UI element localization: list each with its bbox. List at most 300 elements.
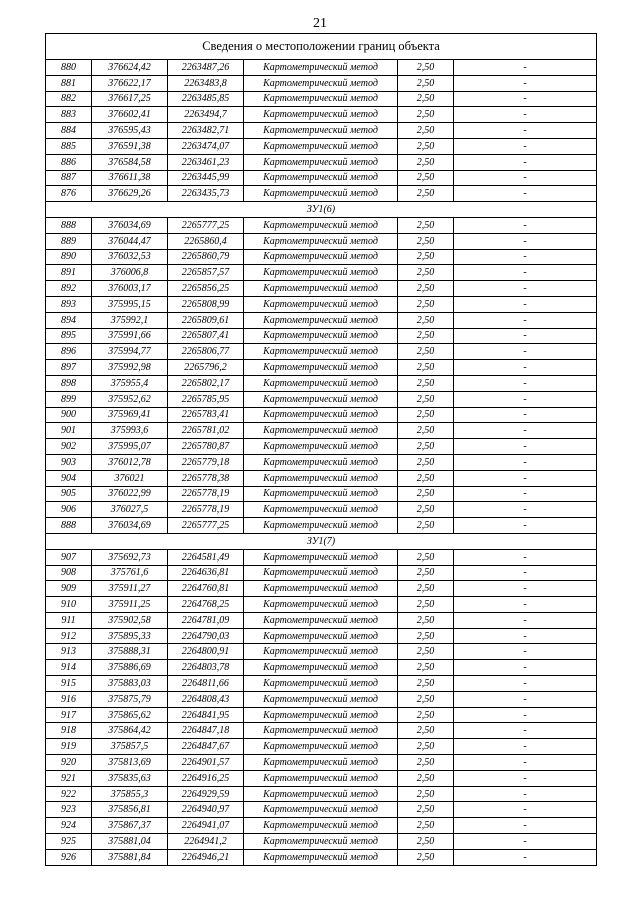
cell-point: 888 [46,217,92,233]
cell-x: 376032,53 [92,249,168,265]
cell-point: 912 [46,628,92,644]
cell-note: - [454,391,597,407]
cell-x: 375902,58 [92,612,168,628]
cell-y: 2264581,49 [168,549,244,565]
cell-point: 916 [46,691,92,707]
table-row [46,107,597,123]
table-row [46,786,597,802]
cell-y: 2263485,85 [168,91,244,107]
cell-note: - [454,265,597,281]
cell-note: - [454,186,597,202]
table-row [46,660,597,676]
cell-point: 911 [46,612,92,628]
table-title: Сведения о местоположении границ объекта [46,34,597,60]
table-row [46,739,597,755]
table-row [46,612,597,628]
cell-y: 2264916,25 [168,770,244,786]
cell-x: 376617,25 [92,91,168,107]
cell-point: 889 [46,233,92,249]
table-row [46,802,597,818]
cell-point: 886 [46,154,92,170]
cell-method: Картометрический метод [244,233,398,249]
cell-method: Картометрический метод [244,249,398,265]
table-row [46,296,597,312]
table-row [46,423,597,439]
cell-method: Картометрический метод [244,502,398,518]
cell-accuracy: 2,50 [398,233,454,249]
cell-point: 903 [46,454,92,470]
table-row [46,186,597,202]
cell-x: 376034,69 [92,217,168,233]
cell-accuracy: 2,50 [398,217,454,233]
cell-y: 2265778,38 [168,470,244,486]
cell-method: Картометрический метод [244,755,398,771]
cell-note: - [454,739,597,755]
cell-note: - [454,770,597,786]
cell-accuracy: 2,50 [398,818,454,834]
cell-method: Картометрический метод [244,565,398,581]
cell-method: Картометрический метод [244,739,398,755]
cell-point: 909 [46,581,92,597]
cell-x: 375857,5 [92,739,168,755]
group-label: ЗУ1(7) [46,533,597,549]
cell-y: 2265857,57 [168,265,244,281]
cell-point: 905 [46,486,92,502]
cell-y: 2264941,07 [168,818,244,834]
cell-point: 888 [46,518,92,534]
cell-method: Картометрический метод [244,328,398,344]
table-row [46,154,597,170]
table-row [46,581,597,597]
table-row [46,454,597,470]
cell-y: 2264946,21 [168,849,244,865]
cell-point: 921 [46,770,92,786]
cell-accuracy: 2,50 [398,281,454,297]
cell-y: 2265808,99 [168,296,244,312]
cell-y: 2265860,79 [168,249,244,265]
cell-y: 2264760,81 [168,581,244,597]
cell-accuracy: 2,50 [398,755,454,771]
cell-y: 2265778,19 [168,486,244,502]
cell-note: - [454,454,597,470]
table-row [46,312,597,328]
cell-accuracy: 2,50 [398,707,454,723]
table-row [46,170,597,186]
cell-y: 2265777,25 [168,518,244,534]
cell-accuracy: 2,50 [398,391,454,407]
cell-point: 896 [46,344,92,360]
table-row [46,407,597,423]
cell-method: Картометрический метод [244,518,398,534]
table-row [46,597,597,613]
cell-note: - [454,407,597,423]
cell-accuracy: 2,50 [398,344,454,360]
cell-note: - [454,107,597,123]
cell-y: 2264790,03 [168,628,244,644]
cell-note: - [454,644,597,660]
cell-method: Картометрический метод [244,628,398,644]
table-row [46,328,597,344]
cell-note: - [454,344,597,360]
cell-y: 2263445,99 [168,170,244,186]
cell-method: Картометрический метод [244,360,398,376]
cell-y: 2264781,09 [168,612,244,628]
table-row [46,391,597,407]
cell-accuracy: 2,50 [398,123,454,139]
cell-point: 881 [46,75,92,91]
cell-note: - [454,723,597,739]
cell-note: - [454,676,597,692]
page-number: 21 [313,16,327,31]
table-row [46,75,597,91]
cell-accuracy: 2,50 [398,375,454,391]
cell-x: 376622,17 [92,75,168,91]
cell-accuracy: 2,50 [398,723,454,739]
cell-y: 2264803,78 [168,660,244,676]
cell-point: 917 [46,707,92,723]
cell-method: Картометрический метод [244,75,398,91]
cell-y: 2264929,59 [168,786,244,802]
table-row [46,265,597,281]
cell-point: 890 [46,249,92,265]
cell-note: - [454,91,597,107]
cell-point: 926 [46,849,92,865]
cell-accuracy: 2,50 [398,170,454,186]
cell-note: - [454,581,597,597]
cell-point: 904 [46,470,92,486]
table-row [46,565,597,581]
cell-y: 2265781,02 [168,423,244,439]
cell-x: 375992,1 [92,312,168,328]
table-row [46,502,597,518]
cell-note: - [454,565,597,581]
cell-accuracy: 2,50 [398,328,454,344]
cell-note: - [454,691,597,707]
cell-y: 2264636,81 [168,565,244,581]
cell-accuracy: 2,50 [398,186,454,202]
cell-y: 2263494,7 [168,107,244,123]
table-row [46,439,597,455]
cell-note: - [454,802,597,818]
cell-note: - [454,423,597,439]
cell-accuracy: 2,50 [398,644,454,660]
cell-note: - [454,375,597,391]
table-row [46,518,597,534]
cell-x: 375856,81 [92,802,168,818]
cell-method: Картометрический метод [244,423,398,439]
cell-accuracy: 2,50 [398,296,454,312]
cell-point: 880 [46,60,92,76]
cell-method: Картометрический метод [244,344,398,360]
cell-accuracy: 2,50 [398,470,454,486]
cell-method: Картометрический метод [244,770,398,786]
cell-y: 2263482,71 [168,123,244,139]
cell-note: - [454,328,597,344]
table-row [46,549,597,565]
cell-accuracy: 2,50 [398,612,454,628]
cell-method: Картометрический метод [244,391,398,407]
group-header-row [46,533,597,549]
cell-accuracy: 2,50 [398,265,454,281]
cell-y: 2264901,57 [168,755,244,771]
cell-method: Картометрический метод [244,123,398,139]
cell-note: - [454,755,597,771]
cell-note: - [454,60,597,76]
cell-note: - [454,439,597,455]
cell-x: 375969,41 [92,407,168,423]
cell-method: Картометрический метод [244,154,398,170]
cell-point: 901 [46,423,92,439]
cell-x: 376591,38 [92,138,168,154]
cell-point: 922 [46,786,92,802]
cell-method: Картометрический метод [244,486,398,502]
cell-x: 375761,6 [92,565,168,581]
cell-y: 2265807,41 [168,328,244,344]
group-label: ЗУ1(6) [46,202,597,218]
cell-point: 920 [46,755,92,771]
cell-note: - [454,154,597,170]
table-row [46,91,597,107]
cell-x: 376629,26 [92,186,168,202]
table-row [46,676,597,692]
cell-x: 376044,47 [92,233,168,249]
cell-point: 906 [46,502,92,518]
cell-point: 910 [46,597,92,613]
cell-point: 884 [46,123,92,139]
cell-point: 887 [46,170,92,186]
table-row [46,723,597,739]
cell-x: 375911,25 [92,597,168,613]
cell-method: Картометрический метод [244,581,398,597]
cell-method: Картометрический метод [244,60,398,76]
cell-x: 376611,38 [92,170,168,186]
cell-note: - [454,486,597,502]
cell-method: Картометрический метод [244,470,398,486]
cell-note: - [454,123,597,139]
cell-x: 375991,66 [92,328,168,344]
cell-point: 892 [46,281,92,297]
cell-x: 376003,17 [92,281,168,297]
cell-method: Картометрический метод [244,612,398,628]
cell-method: Картометрический метод [244,549,398,565]
cell-point: 924 [46,818,92,834]
table-body [46,34,597,866]
cell-accuracy: 2,50 [398,660,454,676]
cell-x: 375888,31 [92,644,168,660]
cell-x: 375994,77 [92,344,168,360]
cell-accuracy: 2,50 [398,691,454,707]
cell-method: Картометрический метод [244,407,398,423]
cell-x: 375952,62 [92,391,168,407]
cell-x: 375955,4 [92,375,168,391]
cell-x: 375875,79 [92,691,168,707]
cell-method: Картометрический метод [244,91,398,107]
cell-x: 375835,63 [92,770,168,786]
table-row [46,470,597,486]
table-row [46,60,597,76]
cell-note: - [454,281,597,297]
cell-point: 923 [46,802,92,818]
cell-note: - [454,597,597,613]
cell-x: 376006,8 [92,265,168,281]
cell-y: 2265806,77 [168,344,244,360]
cell-accuracy: 2,50 [398,423,454,439]
cell-accuracy: 2,50 [398,138,454,154]
cell-point: 913 [46,644,92,660]
cell-y: 2264841,95 [168,707,244,723]
cell-y: 2265809,61 [168,312,244,328]
cell-method: Картометрический метод [244,375,398,391]
cell-accuracy: 2,50 [398,802,454,818]
cell-x: 375881,04 [92,834,168,850]
cell-accuracy: 2,50 [398,770,454,786]
cell-accuracy: 2,50 [398,502,454,518]
cell-point: 899 [46,391,92,407]
table-row [46,123,597,139]
table-row [46,628,597,644]
table-row [46,486,597,502]
cell-method: Картометрический метод [244,312,398,328]
cell-x: 376021 [92,470,168,486]
cell-x: 375881,84 [92,849,168,865]
table-row [46,233,597,249]
cell-method: Картометрический метод [244,186,398,202]
cell-x: 375911,27 [92,581,168,597]
cell-accuracy: 2,50 [398,581,454,597]
cell-x: 375865,62 [92,707,168,723]
cell-accuracy: 2,50 [398,739,454,755]
cell-x: 375867,37 [92,818,168,834]
cell-method: Картометрический метод [244,217,398,233]
cell-note: - [454,470,597,486]
cell-x: 375813,69 [92,755,168,771]
cell-accuracy: 2,50 [398,565,454,581]
cell-point: 898 [46,375,92,391]
cell-y: 2265856,25 [168,281,244,297]
table-row [46,834,597,850]
cell-accuracy: 2,50 [398,360,454,376]
cell-method: Картометрический метод [244,644,398,660]
table-row [46,375,597,391]
table-row [46,691,597,707]
cell-method: Картометрический метод [244,597,398,613]
cell-x: 375692,73 [92,549,168,565]
cell-y: 2265783,41 [168,407,244,423]
cell-method: Картометрический метод [244,802,398,818]
cell-note: - [454,312,597,328]
cell-accuracy: 2,50 [398,486,454,502]
cell-note: - [454,612,597,628]
cell-accuracy: 2,50 [398,454,454,470]
cell-point: 893 [46,296,92,312]
cell-note: - [454,849,597,865]
cell-y: 2263487,26 [168,60,244,76]
cell-y: 2263474,07 [168,138,244,154]
cell-accuracy: 2,50 [398,549,454,565]
cell-point: 902 [46,439,92,455]
cell-note: - [454,628,597,644]
cell-x: 375895,33 [92,628,168,644]
cell-x: 376584,58 [92,154,168,170]
cell-method: Картометрический метод [244,281,398,297]
table-row [46,644,597,660]
cell-point: 900 [46,407,92,423]
cell-method: Картометрический метод [244,454,398,470]
cell-x: 376624,42 [92,60,168,76]
cell-y: 2264811,66 [168,676,244,692]
cell-method: Картометрический метод [244,170,398,186]
cell-note: - [454,834,597,850]
cell-accuracy: 2,50 [398,597,454,613]
cell-x: 375883,03 [92,676,168,692]
table-row [46,818,597,834]
cell-x: 375855,3 [92,786,168,802]
cell-accuracy: 2,50 [398,249,454,265]
group-header-row [46,202,597,218]
boundary-table [45,33,597,866]
cell-method: Картометрический метод [244,818,398,834]
table-row [46,360,597,376]
table-row [46,849,597,865]
cell-x: 375995,15 [92,296,168,312]
cell-point: 876 [46,186,92,202]
cell-note: - [454,818,597,834]
cell-accuracy: 2,50 [398,676,454,692]
cell-x: 375886,69 [92,660,168,676]
cell-y: 2265802,17 [168,375,244,391]
cell-y: 2264941,2 [168,834,244,850]
cell-y: 2263435,73 [168,186,244,202]
cell-note: - [454,217,597,233]
cell-point: 897 [46,360,92,376]
cell-accuracy: 2,50 [398,407,454,423]
cell-method: Картометрический метод [244,660,398,676]
cell-method: Картометрический метод [244,849,398,865]
cell-method: Картометрический метод [244,786,398,802]
cell-y: 2265796,2 [168,360,244,376]
cell-method: Картометрический метод [244,723,398,739]
table-row [46,755,597,771]
cell-accuracy: 2,50 [398,312,454,328]
cell-note: - [454,502,597,518]
cell-method: Картометрический метод [244,107,398,123]
cell-x: 376595,43 [92,123,168,139]
cell-accuracy: 2,50 [398,439,454,455]
cell-y: 2264768,25 [168,597,244,613]
cell-point: 885 [46,138,92,154]
cell-note: - [454,233,597,249]
cell-note: - [454,707,597,723]
cell-accuracy: 2,50 [398,849,454,865]
cell-point: 883 [46,107,92,123]
table-row [46,770,597,786]
table-row [46,281,597,297]
cell-x: 375995,07 [92,439,168,455]
cell-point: 882 [46,91,92,107]
cell-point: 894 [46,312,92,328]
cell-x: 375992,98 [92,360,168,376]
cell-method: Картометрический метод [244,707,398,723]
cell-x: 376012,78 [92,454,168,470]
cell-y: 2263483,8 [168,75,244,91]
cell-point: 914 [46,660,92,676]
cell-y: 2264800,91 [168,644,244,660]
cell-point: 915 [46,676,92,692]
cell-x: 375864,42 [92,723,168,739]
cell-note: - [454,75,597,91]
cell-method: Картометрический метод [244,138,398,154]
cell-accuracy: 2,50 [398,518,454,534]
